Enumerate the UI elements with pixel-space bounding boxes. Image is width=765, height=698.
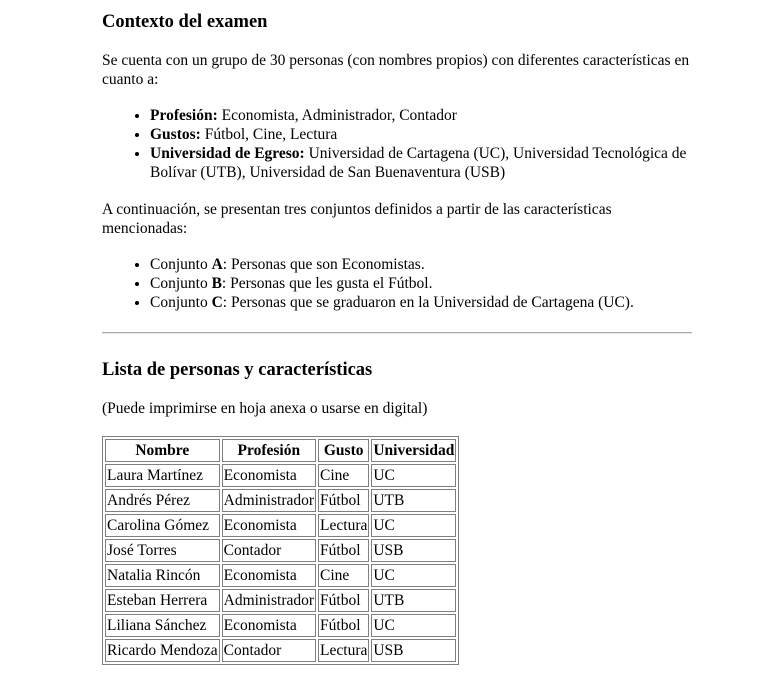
cell-gusto: Fútbol [318, 539, 369, 562]
cell-profesion: Contador [222, 639, 316, 662]
table-row [105, 489, 456, 512]
table-header-row [105, 439, 456, 462]
list-item [150, 274, 692, 293]
item-label: Profesión: [150, 107, 218, 124]
cell-universidad: USB [371, 539, 456, 562]
section-divider [102, 332, 692, 334]
cell-nombre: Andrés Pérez [105, 489, 220, 512]
cell-universidad: UTB [371, 489, 456, 512]
list-note: (Puede imprimirse en hoja anexa o usarse en digital) [102, 400, 428, 417]
cell-gusto: Lectura [318, 639, 369, 662]
cell-nombre: Carolina Gómez [105, 514, 220, 537]
cell-gusto: Lectura [318, 514, 369, 537]
table-row [105, 514, 456, 537]
set-text: : Personas que les gusta el Fútbol. [221, 275, 433, 292]
cell-gusto: Fútbol [318, 489, 369, 512]
table-row [105, 464, 456, 487]
cell-nombre: José Torres [105, 539, 220, 562]
cell-gusto: Fútbol [318, 589, 369, 612]
item-text: Fútbol, Cine, Lectura [200, 126, 338, 143]
cell-gusto: Fútbol [318, 614, 369, 637]
set-text: : Personas que son Economistas. [222, 256, 425, 273]
cell-profesion: Economista [222, 464, 316, 487]
sets-intro: A continuación, se presentan tres conjuntos definidos a partir de las características mencionadas: [102, 201, 612, 237]
set-text: : Personas que se graduaron en la Universidad de Cartagena (UC). [222, 294, 634, 311]
cell-nombre: Natalia Rincón [105, 564, 220, 587]
list-item [150, 255, 692, 274]
table-row [105, 639, 456, 662]
context-title: Contexto del examen [102, 12, 268, 32]
set-prefix: Conjunto [150, 275, 212, 292]
cell-universidad: UTB [371, 589, 456, 612]
table-row [105, 614, 456, 637]
list-item [150, 125, 692, 144]
item-label: Gustos: [150, 126, 201, 143]
list-item [150, 144, 692, 182]
set-prefix: Conjunto [150, 294, 212, 311]
column-header-profesion: Profesión [222, 439, 316, 462]
cell-universidad: UC [371, 464, 456, 487]
table-row [105, 539, 456, 562]
table-row [105, 564, 456, 587]
cell-profesion: Economista [222, 514, 316, 537]
cell-nombre: Esteban Herrera [105, 589, 220, 612]
cell-profesion: Administrador [222, 489, 316, 512]
set-name: C [211, 294, 223, 311]
table-row [105, 589, 456, 612]
cell-universidad: UC [371, 564, 456, 587]
column-header-universidad: Universidad [371, 439, 456, 462]
cell-nombre: Ricardo Mendoza [105, 639, 220, 662]
cell-profesion: Contador [222, 539, 316, 562]
cell-universidad: USB [371, 639, 456, 662]
cell-profesion: Economista [222, 564, 316, 587]
set-prefix: Conjunto [150, 256, 212, 273]
column-header-gusto: Gusto [318, 439, 369, 462]
item-label: Universidad de Egreso: [150, 145, 305, 162]
set-name: B [211, 275, 222, 292]
list-title: Lista de personas y características [102, 360, 373, 380]
cell-universidad: UC [371, 514, 456, 537]
cell-nombre: Liliana Sánchez [105, 614, 220, 637]
characteristics-list [102, 106, 692, 182]
cell-gusto: Cine [318, 564, 369, 587]
cell-universidad: UC [371, 614, 456, 637]
item-text: Economista, Administrador, Contador [217, 107, 457, 124]
list-item [150, 293, 692, 312]
sets-list [102, 255, 692, 312]
context-intro: Se cuenta con un grupo de 30 personas (con nombres propios) con diferentes características en cuanto a: [102, 52, 690, 88]
list-item [150, 106, 692, 125]
set-name: A [211, 256, 223, 273]
item-text: Universidad de Cartagena (UC), Universidad Tecnológica de Bolívar (UTB), Universidad de San Buenaventura (USB) [150, 145, 687, 181]
cell-gusto: Cine [318, 464, 369, 487]
column-header-nombre: Nombre [105, 439, 220, 462]
cell-profesion: Administrador [222, 589, 316, 612]
cell-nombre: Laura Martínez [105, 464, 220, 487]
people-table [102, 436, 459, 665]
cell-profesion: Economista [222, 614, 316, 637]
